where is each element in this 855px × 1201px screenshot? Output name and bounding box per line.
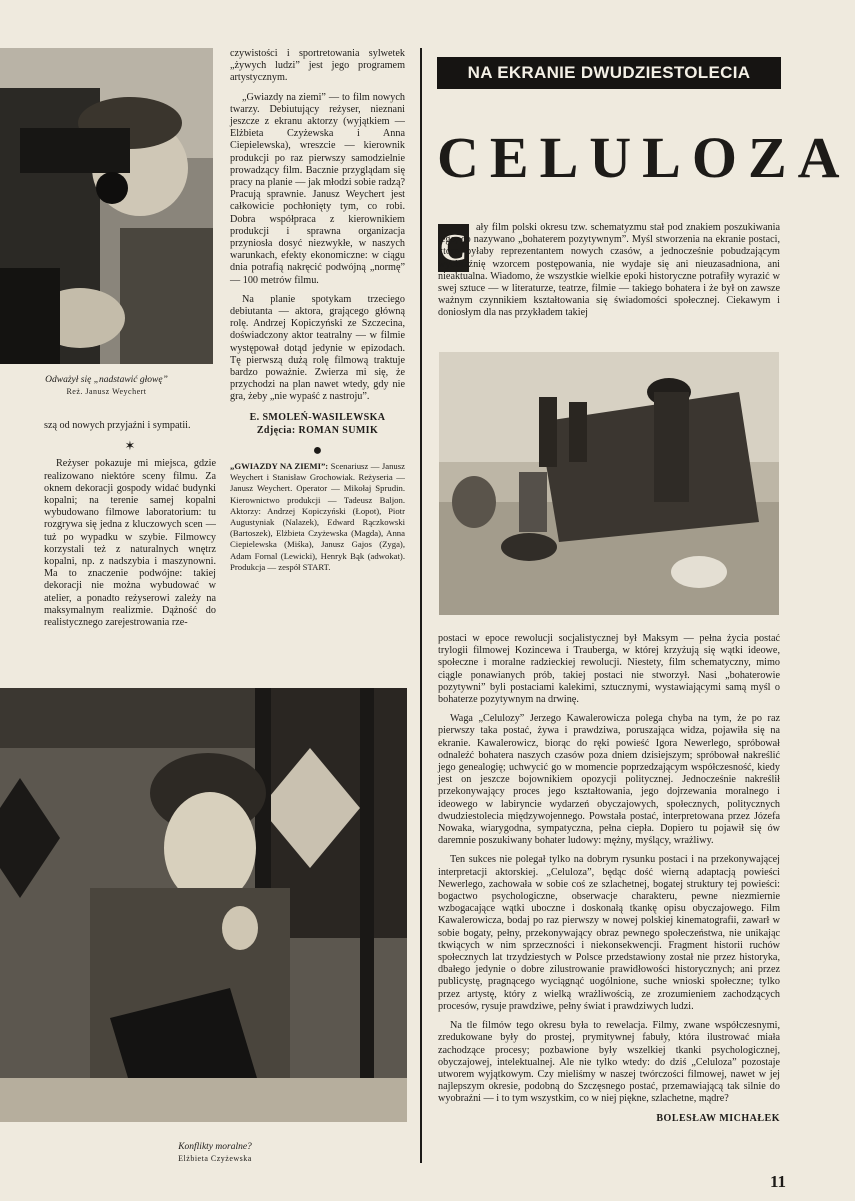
- column-divider: [420, 48, 422, 1163]
- article-p-cont: postaci w epoce rewolucji socjalistycznej był Maksym — pełna życia postać trylogii filmowej Kozincewa i Trauberga, w której krzyżują się wątki ideowe, społeczne i moralne radzieckiej rewolucji. Niestety, film schematyczny, mimo ciągle ponawianych prób, takiej postaci nie stworzył. Nasi „bohaterowie pozytywni” byli postaciami kalekimi, sztucznymi, wystawiającymi samą myśl o bohaterze pozytywnym na drwinę.: [438, 633, 780, 706]
- photo3-caption: [120, 1141, 310, 1165]
- photo-director-camera-image: [0, 48, 213, 364]
- drop-cap: C: [438, 224, 469, 272]
- photo1-caption: [0, 374, 213, 398]
- photo1-credit: Reż. Janusz Weychert: [66, 387, 147, 396]
- photo-woman-reading: [0, 688, 407, 1122]
- left-col-p1: szą od nowych przyjaźni i sympatii.: [44, 420, 191, 431]
- middle-col-p1: czywistości i sportretowania sylwetek „żywych ludzi” jest jego programem artystycznym.: [230, 48, 405, 84]
- article-title: CELULOZA: [437, 125, 851, 190]
- film-credits-title: „GWIAZDY NA ZIEMI”:: [230, 460, 329, 471]
- film-credits-text: Scenariusz — Janusz Weychert i Stanisław Grochowiak. Reżyseria — Janusz Weychert. Operator — Mikołaj Sprudin. Kierownictwo produkcji — Tadeusz Baljon. Aktorzy: Andrzej Kopiczyński (Łopot), Piotr Augustyniak (Nalazek), Edward Rączkowski (Bartoszek), Elżbieta Czyżewska (Magda), Anna Ciepielewska (Miśka), Janusz Gajos (Zyga), Adam Fornal (Lewicki), Henryk Bąk (adwokat). Produkcja — zespół START.: [230, 460, 405, 572]
- article-intro: ały film polski okresu tzw. schematyzmu stał pod znakiem poszukiwania tego, co nazywano „bohaterem pozytywnym”. Myśl stworzenia na ekranie postaci, która byłaby reprezentantem nowych czasów, a jednocześnie pobudzającym wyobraźnię wzorcem postępowania, nie wydaje się ani nieuzasadniona, ani nieaktualna. Wiadomo, że wszystkie wielkie epoki historyczne potrafiły wyrazić w swej sztuce — w literaturze, teatrze, filmie — takiego bohatera i że był on zawsze ważnym czynnikiem kształtowania się świadomości społecznej. Ciekawym i doniosłym dla nas przykładem takiej: [438, 222, 780, 319]
- page-number: 11: [770, 1172, 787, 1191]
- middle-col-p2: „Gwiazdy na ziemi” — to film nowych twarzy. Debiutujący reżyser, nieznani jeszcze z ekranu aktorzy (wyjątkiem — Elżbieta Czyżewska i Anna Ciepielewska), wreszcie — kierownik produkcji po raz pierwszy samodzielnie prowadzący film. Bacznie przyglądam się pracy na planie — jak młodzi sobie radzą? Pracują sprawnie. Janusz Weychert jest całkowicie pochłonięty tym, co robi. Dobra współpraca z kierownikiem produkcji i sprawna organizacja przyniosła dosyć niezwykłe, w naszych warunkach, efekty ekonomiczne: w ciągu dnia potrafią nakręcić podwójną „normę” — 100 metrów filmu.: [230, 91, 405, 286]
- separator-star: ✶: [124, 438, 136, 454]
- article-author: BOLESŁAW MICHAŁEK: [656, 1112, 780, 1124]
- article-p2: Waga „Celulozy” Jerzego Kawalerowicza polega chyba na tym, że po raz pierwszy taka postać, żywa i prawdziwa, poruszająca widza, pojawiła się na ekranie. Kawalerowicz, biorąc do ręki powieść Igora Newerlego, spróbował odnaleźć bohatera naszych czasów poza dniem dzisiejszym; spróbował nakreślić jego genealogię; uchwycić go w momencie poprzedzającym współczesność, kiedy jest on jeszcze bojownikiem opozycji politycznej. Jednocześnie nakreślił przekonywający proces jego kształtowania, jego dojrzewania moralnego i ideowego w labiryncie wydarzeń obyczajowych, społecznych, politycznych dwudziestolecia międzywojennego. Powstała postać, interpretowana przez Józefa Nowaka, wiarygodna, sympatyczna, pełna ciepła. Dopiero tu pojawił się ów daremnie poszukiwany bohater ludowy: mężny, myślący, wrażliwy.: [438, 713, 780, 847]
- photo-ruins-scene: [439, 352, 779, 615]
- photo-woman-reading-image: [0, 688, 407, 1122]
- article-p3: Ten sukces nie polegał tylko na dobrym rysunku postaci i na przekonywającej interpretacji aktorskiej. „Celuloza”, będąc dość wierną adaptacją powieści Newerlego, zachowała w sobie coś ze szlachetnej, bogatej struktury tej powieści: bogactwo psychologiczne, obserwacje charakteru, pewne niezmiernie wzbogacające wątki uboczne i doskonałą tkankę opisu obyczajowego. Film Kawalerowicza, bodaj po raz pierwszy w nowej polskiej kinematografii, zawarł w sobie bogaty, pełny, przekonywający obraz pewnego społeczeństwa, nie unikając tkwiących w nim sprzeczności i niekonsekwencji. Fragment historii ruchów społecznych lat trzydziestych w Polsce przedstawiony został nie przez historyka, dbałego jedynie o dobre zilustrowanie prawidłowości historycznych; ani przez publicystę, pragnącego wyciągnąć uogólnione, suche wnioski społeczne; tylko przez artystę, który z wielką wrażliwością, ze zrozumieniem zachodzących procesów, rysuje prawdziwe, pełny świat i prawdziwych ludzi.: [438, 854, 780, 1012]
- middle-col-photos: Zdjęcia: ROMAN SUMIK: [256, 424, 379, 436]
- middle-column: [230, 48, 405, 573]
- middle-col-p3: Na planie spotykam trzeciego debiutanta — aktora, grającego główną rolę. Andrzej Kopiczyński ze Szczecina, doświadczony aktor teatralny — w filmie występował dotąd jedynie w epizodach. Tę pierwszą dużą rolę filmową traktuje bardzo poważnie. Zwierza mi się, że przychodzi na plan nawet wtedy, gdy nie gra, żeby „nie wypaść z nastroju”.: [230, 293, 405, 403]
- left-column: [44, 420, 216, 636]
- separator-dot: ●: [312, 441, 323, 459]
- article-p4: Na tle filmów tego okresu była to rewelacja. Filmy, zwane współczesnymi, zredukowane były do prostej, prymitywnej fabuły, która ilustrować miała zachodzące procesy; pozbawione były wszelkiej tkanki psychologicznej, obyczajowej, intelektualnej. Ale nie tylko wtedy: do dziś „Celuloza” pozostaje utworem wyjątkowym. Czy mieliśmy w naszej twórczości filmowej, nawet w jej najlepszym okresie, podobną do Szczęsnego postać, przemawiającą tak silnie do wyobraźni — i to tym wszystkim, co w niej piękne, szlachetne, mądre?: [438, 1020, 780, 1105]
- photo3-caption-text: Konflikty moralne?: [178, 1142, 252, 1152]
- photo3-credit: Elżbieta Czyżewska: [178, 1154, 252, 1163]
- left-col-p2: Reżyser pokazuje mi miejsca, gdzie realizowano niektóre sceny filmu. Za oknem dekoracji gospody widać budynki kopalni; na terenie samej kopalni wybudowano filmowe laboratorium: tu rozgrywa się jedna z kluczowych scen — tuż po wypadku w szybie. Filmowcy korzystali też z naturalnych wnętrz kopalni, np. z nadszybia i maszynowni. Ma to znaczenie podwójne: takiej dekoracji nie można wybudować w atelier, a ponadto reżyserowi zależy na maksymalnym realizmie. Dążność do realistycznego zarejestrowania rze-: [44, 458, 216, 629]
- photo-ruins-scene-image: [439, 352, 779, 615]
- film-credits: [230, 461, 405, 573]
- photo-director-camera: [0, 48, 213, 364]
- article-body: [438, 633, 780, 1125]
- middle-col-author: E. SMOLEŃ-WASILEWSKA: [249, 411, 386, 423]
- photo1-caption-text: Odważył się „nadstawić głowę”: [45, 375, 168, 385]
- section-banner: NA EKRANIE DWUDZIESTOLECIA: [437, 57, 781, 89]
